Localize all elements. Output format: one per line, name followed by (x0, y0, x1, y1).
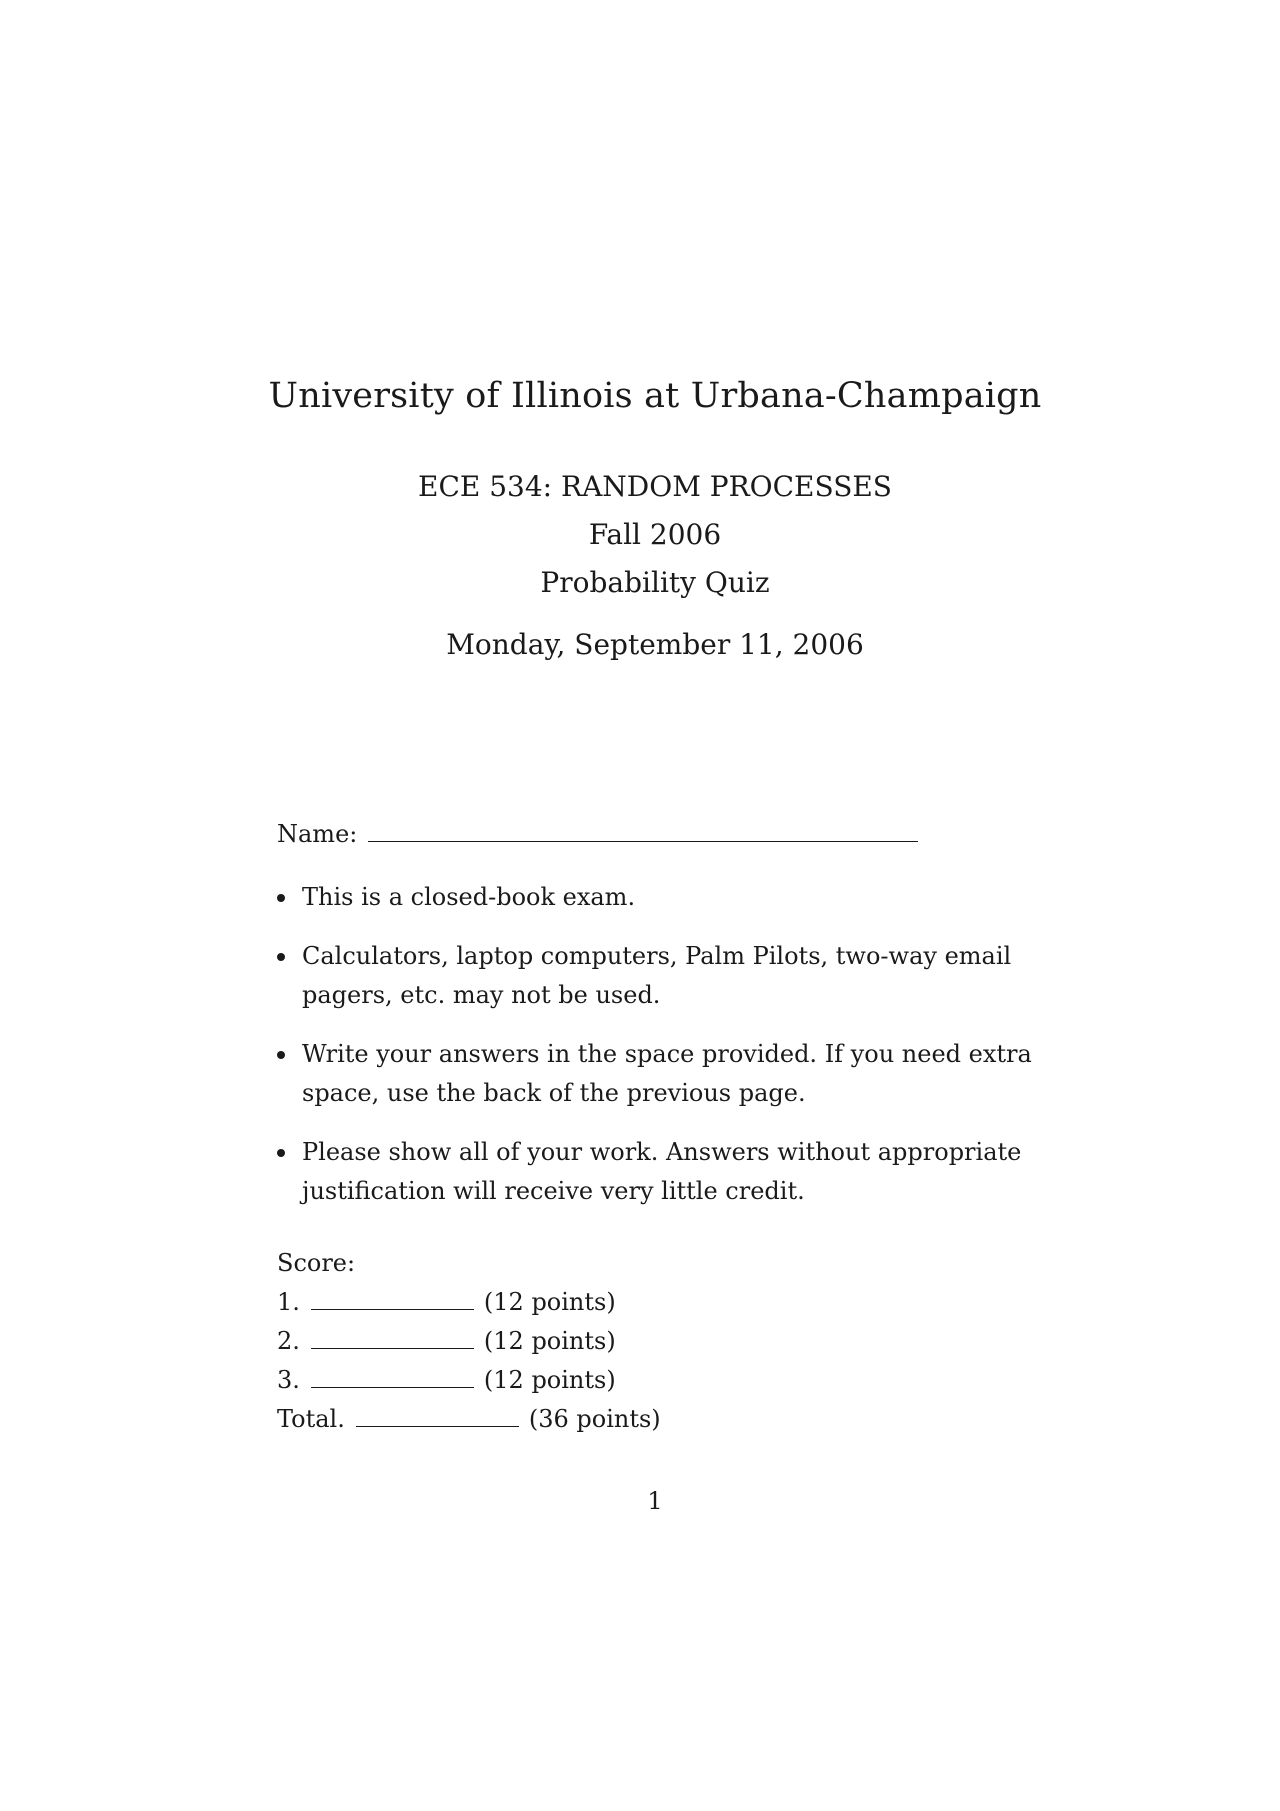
score-row-points: (12 points) (483, 1327, 616, 1355)
bullet-icon (277, 1149, 285, 1157)
bullet-icon (277, 894, 285, 902)
list-item (277, 1035, 1107, 1113)
score-heading: Score: (277, 1249, 356, 1277)
list-item (277, 878, 1107, 917)
instruction-text: Calculators, laptop computers, Palm Pilots, two-way email pagers, etc. may not be used. (302, 942, 1012, 1009)
score-row-label: 3. (277, 1366, 300, 1394)
bullet-icon (277, 953, 285, 961)
score-row-1 (277, 1283, 661, 1322)
score-row-label: 2. (277, 1327, 300, 1355)
score-blank-line[interactable] (311, 1287, 474, 1310)
term-label: Fall 2006 (588, 518, 722, 551)
score-table (277, 1244, 661, 1439)
score-row-points: (36 points) (528, 1405, 661, 1433)
score-blank-line[interactable] (356, 1404, 519, 1427)
name-blank-line[interactable] (368, 817, 918, 842)
instruction-text: Please show all of your work. Answers without appropriate justification will receive very little credit. (302, 1138, 1022, 1205)
score-row-points: (12 points) (483, 1288, 616, 1316)
exam-date: Monday, September 11, 2006 (446, 628, 864, 661)
list-item (277, 937, 1107, 1015)
score-blank-line[interactable] (311, 1365, 474, 1388)
score-row-total (277, 1400, 661, 1439)
score-row-2 (277, 1322, 661, 1361)
name-label: Name: (277, 820, 358, 848)
score-row-points: (12 points) (483, 1366, 616, 1394)
instruction-text: This is a closed-book exam. (302, 883, 636, 911)
score-row-3 (277, 1361, 661, 1400)
page-number: 1 (647, 1487, 663, 1515)
course-title: ECE 534: RANDOM PROCESSES (418, 470, 892, 503)
score-row-label: 1. (277, 1288, 300, 1316)
instruction-text: Write your answers in the space provided. If you need extra space, use the back of the previous page. (302, 1040, 1032, 1107)
bullet-icon (277, 1051, 285, 1059)
score-row-label: Total. (277, 1405, 345, 1433)
name-field-row (277, 817, 918, 848)
quiz-title: Probability Quiz (540, 566, 770, 599)
instructions-list (277, 878, 1107, 1231)
university-title: University of Illinois at Urbana-Champaign (268, 376, 1042, 416)
score-blank-line[interactable] (311, 1326, 474, 1349)
list-item (277, 1133, 1107, 1211)
